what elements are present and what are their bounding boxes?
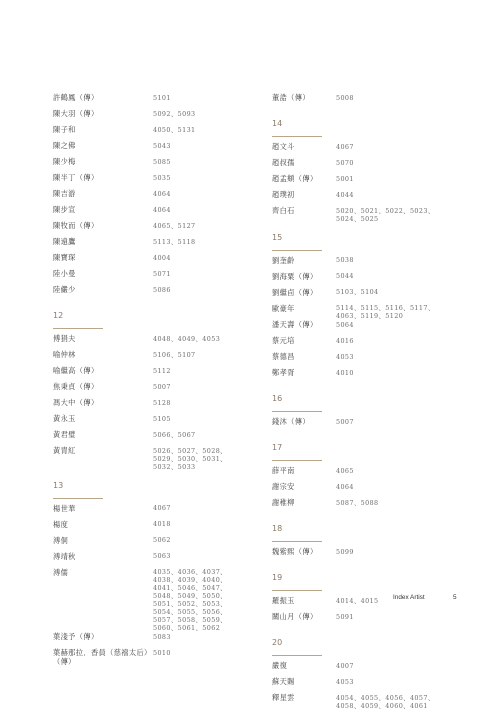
lot-numbers: 5020、5021、5022、5023、5024、5025 <box>336 206 435 223</box>
artist-name: 馮大中（傳） <box>53 398 99 407</box>
lot-numbers: 4016 <box>336 336 354 345</box>
artist-name: 楊世華 <box>53 503 76 513</box>
artist-name: 劉海粟（傳） <box>272 271 318 281</box>
index-entry <box>53 141 253 157</box>
stroke-count-heading: 20 <box>272 638 283 647</box>
index-entry <box>53 253 253 269</box>
index-entry <box>272 256 452 272</box>
index-group <box>53 311 253 471</box>
index-entry <box>272 661 452 677</box>
lot-numbers: 5087、5088 <box>336 498 379 507</box>
index-group <box>272 119 452 223</box>
heading-rule <box>272 541 322 542</box>
index-entry <box>53 285 253 301</box>
index-entry <box>272 174 452 190</box>
index-entry <box>53 125 253 141</box>
index-entry <box>272 368 452 384</box>
index-entry <box>53 237 253 253</box>
artist-name: 黃胄紅 <box>53 446 76 455</box>
lot-numbers: 4065 <box>336 466 354 475</box>
artist-name: 黃君璧 <box>53 430 76 439</box>
lot-numbers: 5085 <box>153 157 171 166</box>
artist-name: 許鶴鳳（傳） <box>53 93 99 102</box>
index-entry <box>53 414 253 430</box>
lot-numbers: 5105 <box>153 414 171 423</box>
index-entry <box>53 109 253 125</box>
index-entry <box>53 189 253 205</box>
artist-name: 劉奎齡 <box>272 255 295 265</box>
lot-numbers: 5001 <box>336 174 354 183</box>
index-entry <box>53 504 253 520</box>
artist-name: 歐豪年 <box>272 303 295 313</box>
stroke-count-heading: 13 <box>53 480 64 490</box>
lot-numbers: 5026、5027、5028、5029、5030、5031、5032、5033 <box>153 446 227 471</box>
index-left-column <box>53 93 253 666</box>
index-entry <box>53 269 253 285</box>
lot-numbers: 5128 <box>153 398 171 407</box>
stroke-count-heading: 12 <box>53 311 64 320</box>
index-entry <box>53 398 253 414</box>
heading-rule <box>272 411 322 412</box>
index-group <box>272 638 452 710</box>
lot-numbers: 4010 <box>336 368 354 377</box>
index-entry <box>53 366 253 382</box>
artist-name: 趙叔孺 <box>272 158 295 167</box>
index-entry <box>272 288 452 304</box>
index-entry <box>272 142 452 158</box>
artist-name: 喻仲林 <box>53 350 76 359</box>
artist-name: 趙孟頫（傳） <box>272 174 318 183</box>
index-entry <box>53 221 253 237</box>
index-entry <box>272 206 452 223</box>
index-entry <box>53 157 253 173</box>
footer-title: Index Artist <box>393 594 425 601</box>
index-entry <box>53 93 253 109</box>
artist-name: 趙璞初 <box>272 190 295 199</box>
page-number: 5 <box>453 594 457 601</box>
artist-name: 嚴復 <box>272 661 288 670</box>
index-entry <box>272 352 452 368</box>
stroke-count-heading: 17 <box>272 443 283 452</box>
index-entry <box>272 93 452 109</box>
lot-numbers: 4004 <box>153 253 171 262</box>
index-entry <box>53 536 253 552</box>
artist-name: 羅振玉 <box>272 596 295 605</box>
artist-name: 陳牧而（傳） <box>53 221 99 230</box>
artist-name: 陸儼少 <box>53 285 76 294</box>
index-entry <box>272 547 452 563</box>
artist-name: 陸小曼 <box>53 269 76 278</box>
artist-name: 蔡元培 <box>272 336 295 345</box>
index-entry <box>53 205 253 221</box>
artist-name: 溥儒 <box>53 567 69 577</box>
lot-numbers: 5106、5107 <box>153 350 196 359</box>
artist-name: 蔡德昌 <box>272 352 295 361</box>
lot-numbers: 4048、4049、4053 <box>153 334 221 343</box>
artist-name: 陳少梅 <box>53 157 76 166</box>
lot-numbers: 4064 <box>153 205 171 214</box>
index-entry <box>272 320 452 336</box>
index-entry <box>53 430 253 446</box>
index-entry <box>53 334 253 350</box>
heading-rule <box>53 498 103 499</box>
lot-numbers: 5083 <box>153 632 171 641</box>
artist-name: 劉繼卣（傳） <box>272 287 318 297</box>
index-entry <box>272 272 452 288</box>
lot-numbers: 5070 <box>336 158 354 167</box>
artist-name: 蘇天賜 <box>272 677 295 686</box>
artist-name: 關山月（傳） <box>272 612 318 621</box>
lot-numbers: 5043 <box>153 141 171 150</box>
index-group <box>53 481 253 667</box>
heading-rule <box>272 460 322 461</box>
page-footer <box>0 594 480 606</box>
stroke-count-heading: 14 <box>272 119 283 128</box>
lot-numbers: 4065、5127 <box>153 221 196 230</box>
lot-numbers: 5008 <box>336 93 354 102</box>
index-entry <box>272 158 452 174</box>
artist-name: 陳步宣 <box>53 205 76 214</box>
lot-numbers: 5113、5118 <box>153 237 196 246</box>
lot-numbers: 5071 <box>153 269 171 278</box>
artist-name: 潘天壽（傳） <box>272 320 318 329</box>
artist-name: 焦秉貞（傳） <box>53 382 99 391</box>
index-entry <box>272 466 452 482</box>
lot-numbers: 4007 <box>336 661 354 670</box>
lot-numbers: 5101 <box>153 93 171 102</box>
index-entry <box>272 336 452 352</box>
lot-numbers: 5066、5067 <box>153 430 196 439</box>
heading-rule <box>272 250 322 251</box>
lot-numbers: 5062 <box>153 536 171 544</box>
stroke-count-heading: 16 <box>272 394 283 403</box>
artist-name: 黃永玉 <box>53 414 76 423</box>
artist-name: 鄭孝胥 <box>272 368 295 377</box>
artist-name: 釋星雲 <box>272 693 295 702</box>
artist-name: 董誥（傳） <box>272 93 310 102</box>
index-group <box>272 443 452 514</box>
lot-numbers: 5007 <box>153 382 171 391</box>
heading-rule <box>272 136 322 137</box>
artist-name: 陳之佛 <box>53 141 76 150</box>
index-entry <box>53 446 253 471</box>
artist-name: 陳寶琛 <box>53 253 76 262</box>
index-entry <box>272 417 452 433</box>
index-entry <box>53 632 253 648</box>
lot-numbers: 5035 <box>153 173 171 182</box>
lot-numbers: 5010 <box>153 648 171 657</box>
lot-numbers: 4054、4055、4056、4057、4058、4059、4060、4061 <box>336 693 435 710</box>
lot-numbers: 4064 <box>336 482 354 491</box>
artist-name: 謝稚柳 <box>272 498 295 507</box>
index-entry <box>53 648 253 666</box>
lot-numbers: 5044 <box>336 272 354 280</box>
lot-numbers: 5099 <box>336 547 354 556</box>
stroke-count-heading: 18 <box>272 524 283 533</box>
heading-rule <box>272 590 322 591</box>
artist-name: 薛平南 <box>272 466 295 475</box>
index-entry <box>53 552 253 568</box>
lot-numbers: 4050、5131 <box>153 125 196 134</box>
index-entry <box>53 520 253 536</box>
heading-rule <box>53 328 103 329</box>
artist-name: 謝宗安 <box>272 482 295 491</box>
index-right-column <box>272 93 452 710</box>
artist-name: 葉赫那拉．香員（慈禧太后）（傳） <box>53 648 152 666</box>
lot-numbers: 4044 <box>336 190 354 199</box>
index-entry <box>272 498 452 514</box>
index-entry <box>272 612 452 628</box>
lot-numbers: 4067 <box>153 504 171 512</box>
index-group <box>272 93 452 109</box>
lot-numbers: 5038 <box>336 256 354 264</box>
artist-name: 溥靖秋 <box>53 551 76 561</box>
index-group <box>53 93 253 301</box>
artist-name: 溥侗 <box>53 535 69 545</box>
lot-numbers: 4035、4036、4037、4038、4039、4040、4041、5046、5047、5048、5049、5050、5051、5052、5053、5054、5055、5056、5057、5058、5059、5060、5061、5062 <box>153 568 227 632</box>
artist-name: 陳大羽（傳） <box>53 109 99 118</box>
artist-name: 齊白石 <box>272 206 295 215</box>
lot-numbers: 4067 <box>336 142 354 151</box>
index-group <box>272 524 452 563</box>
stroke-count-heading: 19 <box>272 573 283 582</box>
lot-numbers: 4064 <box>153 189 171 198</box>
lot-numbers: 5091 <box>336 612 354 621</box>
lot-numbers: 5064 <box>336 320 354 329</box>
index-entry <box>272 693 452 710</box>
artist-name: 魏紫熙（傳） <box>272 547 318 556</box>
heading-rule <box>272 655 322 656</box>
index-entry <box>272 190 452 206</box>
artist-name: 錢沐（傳） <box>272 417 310 426</box>
index-group <box>272 233 452 385</box>
artist-name: 陳遠鷹 <box>53 237 76 246</box>
index-entry <box>53 173 253 189</box>
lot-numbers: 4053 <box>336 352 354 361</box>
lot-numbers: 5063 <box>153 552 171 560</box>
artist-name: 陳半丁（傳） <box>53 173 99 182</box>
lot-numbers: 4018 <box>153 520 171 528</box>
index-entry <box>272 304 452 321</box>
index-entry <box>53 382 253 398</box>
lot-numbers: 5007 <box>336 417 354 426</box>
lot-numbers: 5103、5104 <box>336 288 379 296</box>
index-entry <box>53 350 253 366</box>
lot-numbers: 5086 <box>153 285 171 294</box>
artist-name: 陳吉游 <box>53 189 76 198</box>
artist-name: 趙文斗 <box>272 142 295 151</box>
artist-name: 葉淺予（傳） <box>53 632 99 641</box>
artist-name: 楊度 <box>53 519 69 529</box>
lot-numbers: 5112 <box>153 366 171 375</box>
artist-name: 傅狷夫 <box>53 334 76 343</box>
lot-numbers: 4014、4015 <box>336 596 379 605</box>
index-group <box>272 394 452 433</box>
artist-name: 喻繼高（傳） <box>53 366 99 375</box>
index-entry <box>272 677 452 693</box>
lot-numbers: 4053 <box>336 677 354 686</box>
lot-numbers: 5092、5093 <box>153 109 196 118</box>
artist-name: 陳子和 <box>53 125 76 134</box>
lot-numbers: 5114、5115、5116、5117、4063、5119、5120 <box>336 304 435 320</box>
stroke-count-heading: 15 <box>272 232 283 242</box>
index-entry <box>272 482 452 498</box>
